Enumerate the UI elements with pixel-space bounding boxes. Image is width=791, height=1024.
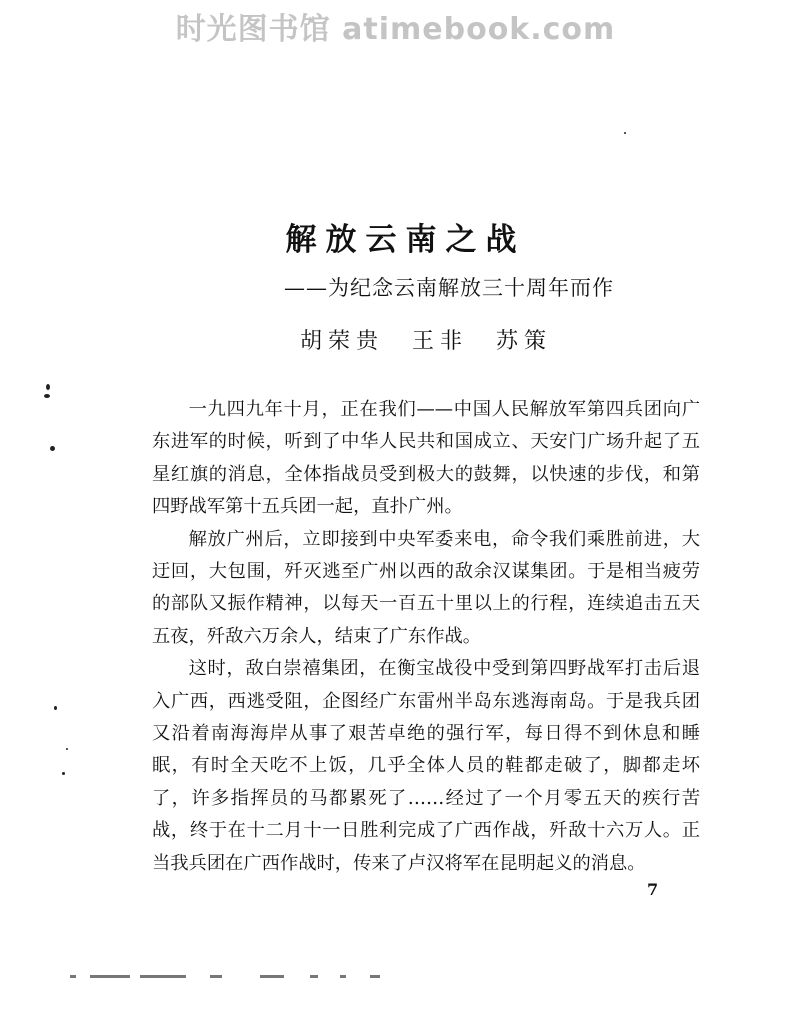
scan-speck <box>44 394 50 398</box>
scan-speck <box>62 772 65 775</box>
noise-mark <box>340 975 346 978</box>
paragraph: 这时，敌白崇禧集团，在衡宝战役中受到第四野战军打击后退入广西，西逃受阻，企图经广东雷州半岛东逃海南岛。于是我兵团又沿着南海海岸从事了艰苦卓绝的强行军，每日得不到休息和睡眠，有时全天吃不上饭，几乎全体人员的鞋都走破了，脚都走坏了，许多指挥员的马都累死了……经过了一个月零五天的疾行苦战，终于在十二月十一日胜利完成了广西作战，歼敌十六万人。正当我兵团在广西作战时，传来了卢汉将军在昆明起义的消息。 <box>152 658 700 874</box>
scan-speck <box>66 748 68 750</box>
noise-mark <box>310 975 318 978</box>
noise-mark <box>70 975 76 978</box>
bottom-scan-noise <box>70 970 410 984</box>
noise-mark <box>260 975 284 978</box>
watermark: 时光图书馆 atimebook.com <box>175 12 616 47</box>
noise-mark <box>370 975 380 978</box>
article-title: 解放云南之战 <box>285 222 526 258</box>
noise-mark <box>210 975 222 978</box>
scan-speck <box>624 132 626 134</box>
scan-speck <box>50 446 55 451</box>
paragraph: 一九四九年十月，正在我们——中国人民解放军第四兵团向广东进军的时候，听到了中华人民共和国成立、天安门广场升起了五星红旗的消息，全体指战员受到极大的鼓舞，以快速的步伐，和第四野战军第十五兵团一起，直扑广州。 <box>152 399 700 518</box>
article-body <box>152 394 700 880</box>
paragraph: 解放广州后，立即接到中央军委来电，命令我们乘胜前进，大迂回，大包围，歼灭逃至广州以西的敌余汉谋集团。于是相当疲劳的部队又振作精神，以每天一百五十里以上的行程，连续追击五天五夜，歼敌六万余人，结束了广东作战。 <box>152 528 700 647</box>
noise-mark <box>90 975 130 978</box>
scan-speck <box>54 706 57 710</box>
article-authors: 胡荣贵 王非 苏策 <box>300 329 553 354</box>
page-number: 7 <box>647 880 659 899</box>
article-subtitle: ——为纪念云南解放三十周年而作 <box>284 276 614 300</box>
noise-mark <box>140 975 186 978</box>
scan-speck <box>46 384 50 390</box>
